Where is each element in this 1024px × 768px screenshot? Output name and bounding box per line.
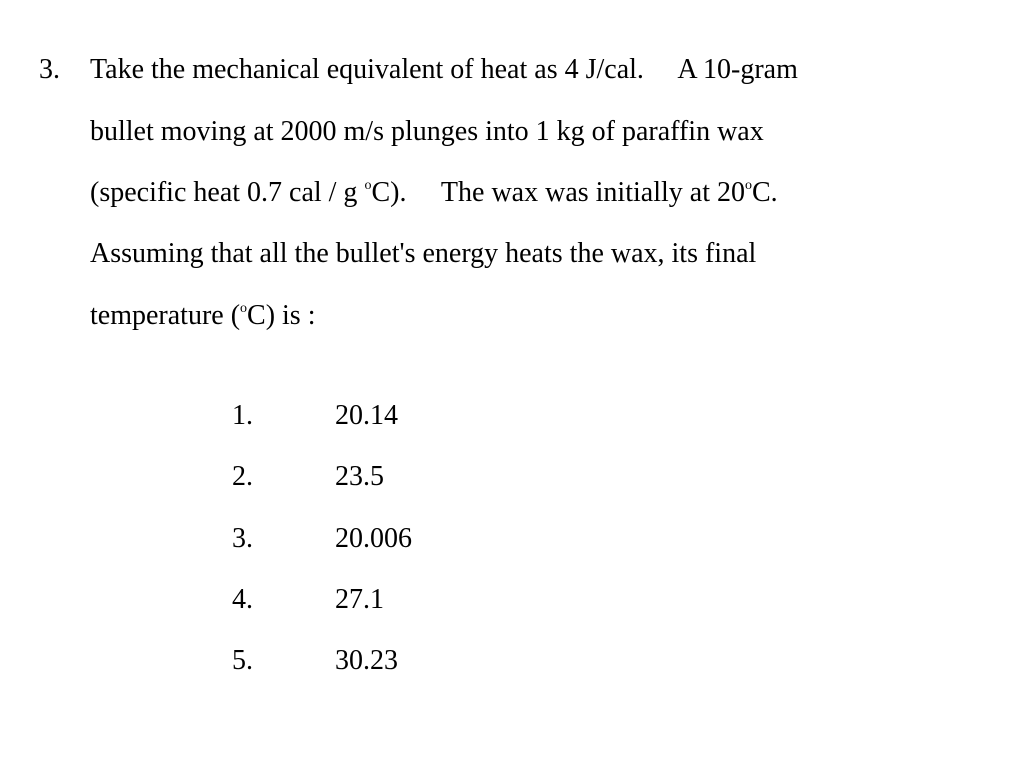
degree-symbol: o bbox=[240, 301, 248, 316]
choice-5-number: 5. bbox=[232, 645, 253, 676]
choice-2-number: 2. bbox=[232, 461, 253, 492]
question-line-2: bullet moving at 2000 m/s plunges into 1 kg of paraffin wax bbox=[90, 116, 764, 147]
question-line-3-part-b: C). The wax was initially at 20 bbox=[371, 177, 745, 208]
choice-1-number: 1. bbox=[232, 400, 253, 431]
question-line-4: Assuming that all the bullet's energy heats the wax, its final bbox=[90, 238, 757, 269]
choice-1-value: 20.14 bbox=[335, 400, 398, 431]
degree-symbol: o bbox=[744, 178, 752, 193]
question-line-5 bbox=[90, 296, 316, 336]
question-line-3 bbox=[90, 173, 778, 213]
choice-4-value: 27.1 bbox=[335, 584, 384, 615]
question-line-5-part-a: temperature ( bbox=[90, 300, 241, 331]
question-line-3-part-a: (specific heat 0.7 cal / g bbox=[90, 177, 365, 208]
degree-symbol: o bbox=[364, 178, 372, 193]
choice-4-number: 4. bbox=[232, 584, 253, 615]
choice-3-number: 3. bbox=[232, 523, 253, 554]
choice-3-value: 20.006 bbox=[335, 523, 412, 554]
question-line-1: Take the mechanical equivalent of heat as 4 J/cal. A 10-gram bbox=[90, 54, 798, 85]
question-line-3-part-c: C. bbox=[751, 177, 778, 208]
question-line-5-part-b: C) is : bbox=[247, 300, 316, 331]
choice-5-value: 30.23 bbox=[335, 645, 398, 676]
choice-2-value: 23.5 bbox=[335, 461, 384, 492]
question-number: 3. bbox=[39, 54, 60, 85]
